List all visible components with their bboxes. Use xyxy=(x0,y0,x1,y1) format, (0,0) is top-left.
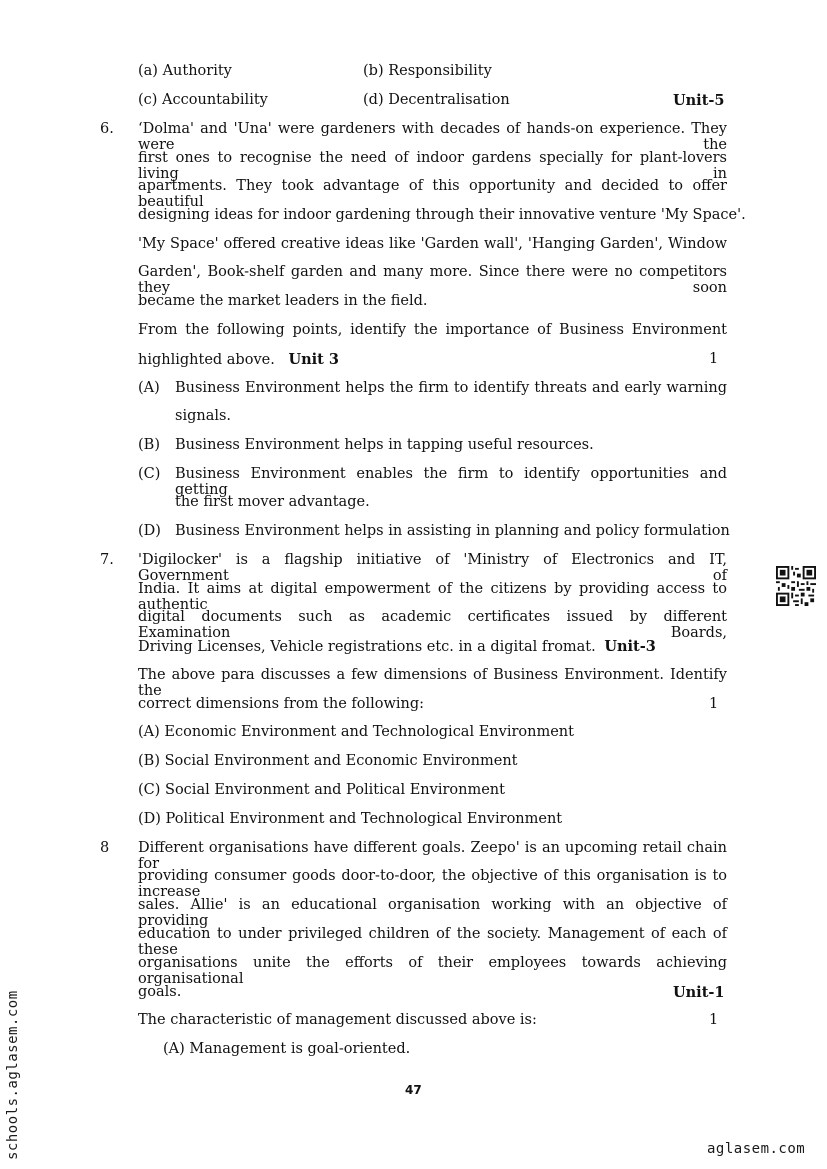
q6-number: 6. xyxy=(100,121,114,137)
watermark-bottom: aglasem.com xyxy=(707,1141,806,1157)
q6-unit: Unit 3 xyxy=(288,351,339,368)
q6-option-label: (C) xyxy=(138,466,161,482)
q7-option: (A) Economic Environment and Technological Environment xyxy=(138,724,574,740)
q6-para2-line: became the market leaders in the field. xyxy=(138,293,428,309)
q8-marks: 1 xyxy=(709,1012,719,1028)
q7-para-line: 'Digilocker' is a flagship initiative of 'Ministry of Electronics and IT, Government of xyxy=(138,552,727,584)
q5-option-b: (b) Responsibility xyxy=(363,63,492,79)
q7-question: The above para discusses a few dimensions of Business Environment. Identify the xyxy=(138,667,727,699)
q7-question-cont: correct dimensions from the following: xyxy=(138,696,425,712)
q6-option-text: Business Environment helps in assisting in planning and policy formulation xyxy=(175,523,730,539)
q8-para-line: providing consumer goods door-to-door, the objective of this organisation is to increase xyxy=(138,868,727,900)
q6-option-label: (B) xyxy=(138,437,160,453)
q7-unit: Unit-3 xyxy=(604,638,656,655)
q5-option-c: (c) Accountability xyxy=(138,92,268,108)
q5-option-a: (a) Authority xyxy=(138,63,232,79)
q8-para-line: Different organisations have different goals. Zeepo' is an upcoming retail chain for xyxy=(138,840,727,872)
q8-para-line: education to under privileged children of the society. Management of each of these xyxy=(138,926,727,958)
q7-para-line: India. It aims at digital empowerment of the citizens by providing access to authentic xyxy=(138,581,727,613)
q7-marks: 1 xyxy=(709,696,719,712)
q8-number: 8 xyxy=(100,840,110,856)
q8-unit: Unit-1 xyxy=(673,984,725,1001)
q5-option-d: (d) Decentralisation xyxy=(363,92,510,108)
page-number: 47 xyxy=(405,1083,422,1097)
q8-para-line: goals. xyxy=(138,984,182,1000)
q6-para1-line: first ones to recognise the need of indoor gardens specially for plant-lovers living in xyxy=(138,150,727,182)
q6-marks: 1 xyxy=(709,351,719,367)
q6-para2-line: 'My Space' offered creative ideas like 'Garden wall', 'Hanging Garden', Window xyxy=(138,236,727,252)
q7-para-line: Driving Licenses, Vehicle registrations etc. in a digital fromat. xyxy=(138,639,596,655)
q8-para-line: organisations unite the efforts of their employees towards achieving organisational xyxy=(138,955,727,987)
q8-option-a: (A) Management is goal-oriented. xyxy=(163,1041,411,1057)
q6-question: From the following points, identify the importance of Business Environment xyxy=(138,322,727,338)
q6-option-text: signals. xyxy=(175,408,232,424)
q7-option: (B) Social Environment and Economic Environment xyxy=(138,753,518,769)
q7-option: (C) Social Environment and Political Environment xyxy=(138,782,505,798)
q8-question: The characteristic of management discussed above is: xyxy=(138,1012,537,1028)
qr-code-icon xyxy=(776,566,816,606)
q6-para1-line: apartments. They took advantage of this opportunity and decided to offer beautiful xyxy=(138,178,727,210)
q6-option-text: Business Environment helps in tapping useful resources. xyxy=(175,437,594,453)
q7-number: 7. xyxy=(100,552,114,568)
q6-option-label: (D) xyxy=(138,523,161,539)
q6-para1-line: designing ideas for indoor gardening through their innovative venture 'My Space'. xyxy=(138,207,746,223)
q6-option-text: the first mover advantage. xyxy=(175,494,370,510)
q7-option: (D) Political Environment and Technological Environment xyxy=(138,811,563,827)
q6-option-text: Business Environment helps the firm to identify threats and early warning xyxy=(175,380,727,396)
q6-option-text: Business Environment enables the firm to identify opportunities and getting xyxy=(175,466,727,498)
q6-para1-line: ‘Dolma' and 'Una' were gardeners with decades of hands-on experience. They were the xyxy=(138,121,727,153)
q8-para-line: sales. Allie' is an educational organisation working with an objective of providing xyxy=(138,897,727,929)
q6-para2-line: Garden', Book-shelf garden and many more. Since there were no competitors they soon xyxy=(138,264,727,296)
q6-question-cont: highlighted above. xyxy=(138,352,275,368)
q5-unit: Unit-5 xyxy=(673,92,725,109)
watermark-side: schools.aglasem.com xyxy=(5,990,21,1160)
q6-option-label: (A) xyxy=(138,380,160,396)
q7-para-line: digital documents such as academic certificates issued by different Examination Boards, xyxy=(138,609,727,641)
